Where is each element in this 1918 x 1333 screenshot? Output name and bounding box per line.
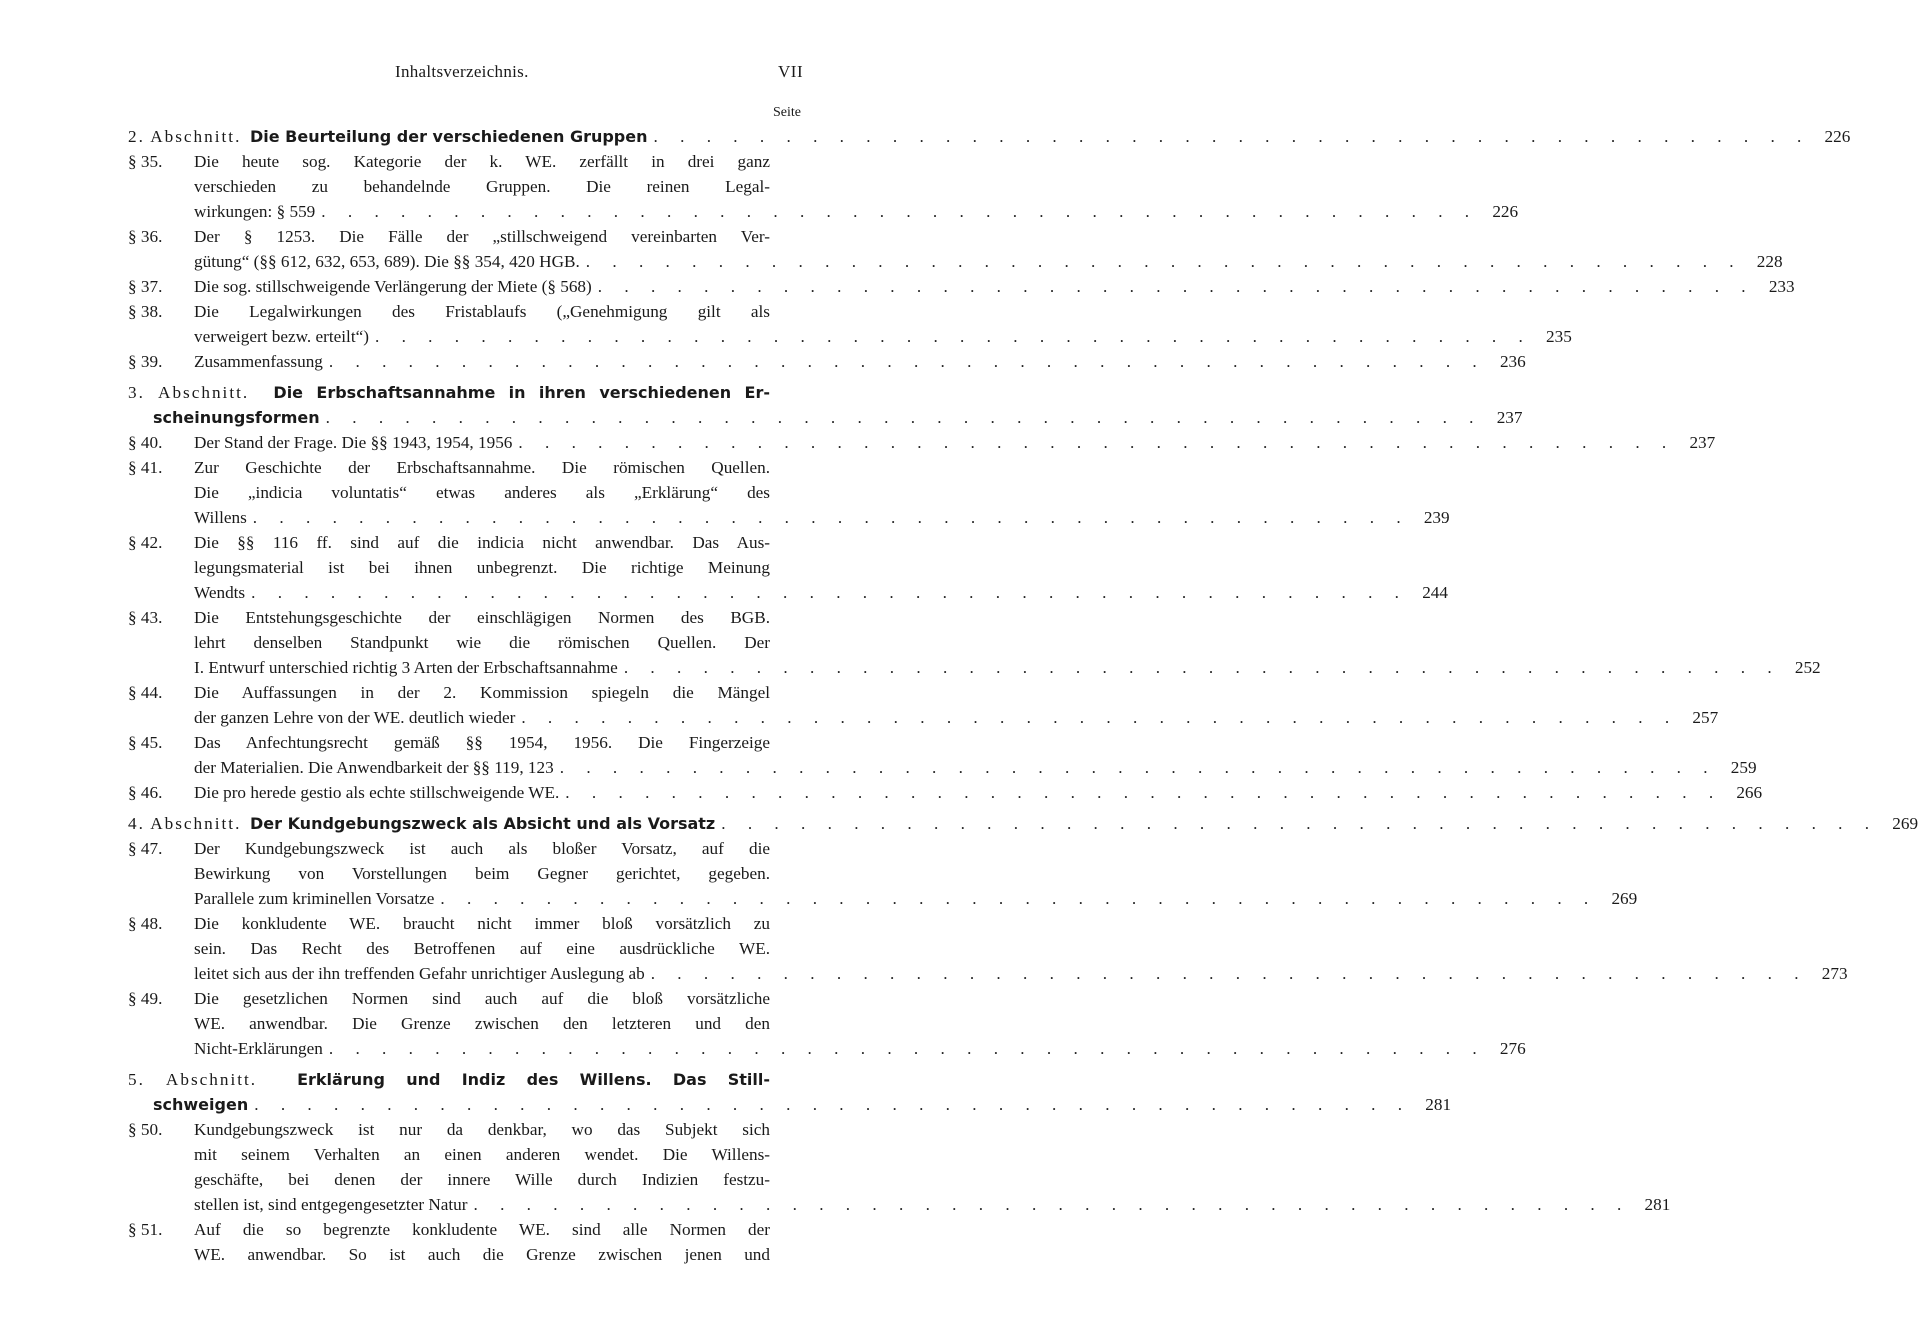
entry-line	[194, 1217, 810, 1242]
entry-text: WE. anwendbar. Die Grenze zwischen den letzteren und den	[194, 1014, 770, 1033]
section-title: Der Kundgebungszweck als Absicht und als Vorsatz	[249, 814, 716, 833]
running-header-title: Inhaltsverzeichnis.	[395, 62, 529, 81]
entry-text: Willens	[194, 508, 247, 527]
entry-text: der Materialien. Die Anwendbarkeit der §§ 119, 123	[194, 758, 554, 777]
page-number[interactable]: 228	[1756, 252, 1783, 271]
entry-line	[194, 886, 1638, 911]
entry-text: stellen ist, sind entgegengesetzter Natur	[194, 1195, 468, 1214]
page-number[interactable]: 237	[1496, 408, 1523, 427]
section-title: Die Beurteilung der verschiedenen Gruppen	[249, 127, 648, 146]
entry-line	[194, 1242, 810, 1267]
paragraph-number: § 40.	[128, 433, 163, 452]
leader-dots: . . . . . . . . . . . . . . . . . . . . . . . . . . . . . . . . . . . . . . . . . . . .	[328, 1039, 1486, 1058]
entry-text: Wendts	[194, 583, 246, 602]
entry-line	[194, 730, 810, 755]
section-heading-line	[128, 811, 1918, 836]
section-heading-text	[128, 124, 648, 149]
section-heading-line	[128, 1092, 1452, 1117]
leader-dots: . . . . . . . . . . . . . . . . . . . . . . . . . . . . . . . . . . . . . . . . . . . .	[252, 508, 1410, 527]
section-prefix: 2. Abschnitt.	[128, 127, 242, 146]
page-number[interactable]: 252	[1794, 658, 1821, 677]
running-header-page-number: VII	[778, 62, 804, 81]
toc-entry[interactable]	[128, 149, 1519, 224]
entry-line	[194, 1142, 810, 1167]
toc-entry[interactable]	[128, 455, 1450, 530]
entry-line	[194, 936, 810, 961]
page-number[interactable]: 269	[1892, 814, 1918, 833]
paragraph-number: § 46.	[128, 783, 163, 802]
toc-section	[128, 811, 1918, 1061]
entry-text: Kundgebungszweck ist nur da denkbar, wo das Subjekt sich	[194, 1120, 770, 1139]
paragraph-number: § 36.	[128, 227, 163, 246]
toc-entry[interactable]	[128, 530, 1448, 605]
paragraph-number: § 42.	[128, 533, 163, 552]
page-number[interactable]: 266	[1736, 783, 1763, 802]
page-number[interactable]: 276	[1499, 1039, 1526, 1058]
paragraph-number: § 51.	[128, 1220, 163, 1239]
paragraph-number: § 47.	[128, 839, 163, 858]
entry-text: Bewirkung von Vorstellungen beim Gegner gerichtet, gegeben.	[194, 864, 770, 883]
paragraph-number: § 45.	[128, 733, 163, 752]
section-prefix: 3. Abschnitt.	[128, 383, 250, 402]
entry-text: Die konkludente WE. braucht nicht immer bloß vorsätzlich zu	[194, 914, 770, 933]
entry-line	[194, 299, 810, 324]
toc-section	[128, 380, 1821, 805]
page-number[interactable]: 281	[1644, 1195, 1671, 1214]
entry-line	[194, 349, 1526, 374]
entry-text: Die sog. stillschweigende Verlängerung der Miete (§ 568)	[194, 277, 592, 296]
entry-line	[194, 224, 810, 249]
leader-dots: . . . . . . . . . . . . . . . . . . . . . . . . . . . . . . . . . . . . . . . . . . . .	[623, 658, 1781, 677]
toc-entry[interactable]	[128, 605, 1821, 680]
entry-text: Das Anfechtungsrecht gemäß §§ 1954, 1956. Die Fingerzeige	[194, 733, 770, 752]
paragraph-number: § 49.	[128, 989, 163, 1008]
section-heading-text	[128, 405, 320, 430]
entry-line	[194, 680, 810, 705]
leader-dots: . . . . . . . . . . . . . . . . . . . . . . . . . . . . . . . . . . . . . . . . . . . .	[328, 352, 1486, 371]
entry-text: Die gesetzlichen Normen sind auch auf die bloß vorsätzliche	[194, 989, 770, 1008]
entry-line	[194, 324, 1572, 349]
leader-dots: . . . . . . . . . . . . . . . . . . . . . . . . . . . . . . . . . . . . . . . . . . . .	[251, 583, 1408, 602]
entry-line	[194, 1011, 810, 1036]
table-of-contents	[128, 118, 1918, 1267]
page-number[interactable]: 237	[1689, 433, 1716, 452]
section-heading-text	[128, 811, 715, 836]
page-number[interactable]: 226	[1824, 127, 1851, 146]
entry-line	[194, 605, 810, 630]
section-title: scheinungsformen	[153, 408, 320, 427]
entry-text: leitet sich aus der ihn treffenden Gefahr unrichtiger Auslegung ab	[194, 964, 645, 983]
entry-text: geschäfte, bei denen der innere Wille durch Indizien festzu-	[194, 1170, 770, 1189]
section-title: Erklärung und Indiz des Willens. Das Still-	[297, 1070, 771, 1089]
toc-entry[interactable]	[128, 224, 1783, 274]
entry-line	[194, 1036, 1526, 1061]
page-number[interactable]: 239	[1423, 508, 1450, 527]
toc-entry[interactable]	[128, 911, 1848, 986]
leader-dots: . . . . . . . . . . . . . . . . . . . . . . . . . . . . . . . . . . . . . . . . . . . .	[597, 277, 1755, 296]
section-heading-line	[128, 405, 1523, 430]
entry-text: gütung“ (§§ 612, 632, 653, 689). Die §§ 354, 420 HGB.	[194, 252, 580, 271]
toc-entry[interactable]	[128, 430, 1716, 455]
toc-entry[interactable]	[128, 986, 1526, 1061]
entry-text: Die Entstehungsgeschichte der einschlägigen Normen des BGB.	[194, 608, 770, 627]
page-number[interactable]: 257	[1692, 708, 1719, 727]
toc-entry[interactable]	[128, 1117, 1671, 1217]
section-title: schweigen	[153, 1095, 249, 1114]
section-heading[interactable]	[128, 1067, 1452, 1117]
entry-text: der ganzen Lehre von der WE. deutlich wieder	[194, 708, 516, 727]
paragraph-number: § 44.	[128, 683, 163, 702]
toc-section	[128, 1067, 1671, 1267]
paragraph-number: § 37.	[128, 277, 163, 296]
entry-line	[194, 505, 1450, 530]
paragraph-number: § 35.	[128, 152, 163, 171]
leader-dots: . . . . . . . . . . . . . . . . . . . . . . . . . . . . . . . . . . . . . . . . . . . .	[650, 964, 1808, 983]
entry-text: mit seinem Verhalten an einen anderen wendet. Die Willens-	[194, 1145, 770, 1164]
section-heading[interactable]	[128, 811, 1918, 836]
section-heading[interactable]	[128, 124, 1851, 149]
section-title: Die Erbschaftsannahme in ihren verschiedenen Er-	[273, 383, 771, 402]
section-heading-line	[128, 124, 1851, 149]
entry-line	[194, 1117, 810, 1142]
entry-text: Der Kundgebungszweck ist auch als bloßer Vorsatz, auf die	[194, 839, 770, 858]
page-number[interactable]: 259	[1730, 758, 1757, 777]
paragraph-number: § 38.	[128, 302, 163, 321]
entry-line	[194, 274, 1795, 299]
entry-text: Die pro herede gestio als echte stillschweigende WE.	[194, 783, 560, 802]
toc-entry[interactable]	[128, 274, 1795, 299]
leader-dots: . . . . . . . . . . . . . . . . . . . . . . . . . . . . . . . . . . . . . . . . . . . .	[325, 408, 1483, 427]
leader-dots: . . . . . . . . . . . . . . . . . . . . . . . . . . . . . . . . . . . . . . . . . . . .	[518, 433, 1676, 452]
entry-line	[194, 480, 810, 505]
entry-line	[194, 705, 1719, 730]
section-prefix: 4. Abschnitt.	[128, 814, 242, 833]
toc-entry[interactable]	[128, 299, 1572, 349]
paragraph-number: § 43.	[128, 608, 163, 627]
entry-text: Nicht-Erklärungen	[194, 1039, 323, 1058]
entry-text: legungsmaterial ist bei ihnen unbegrenzt. Die richtige Meinung	[194, 558, 770, 577]
section-heading-line	[128, 380, 810, 405]
entry-line	[194, 430, 1716, 455]
entry-text: verweigert bezw. erteilt“)	[194, 327, 369, 346]
page-number[interactable]: 273	[1821, 964, 1848, 983]
entry-text: Auf die so begrenzte konkludente WE. sind alle Normen der	[194, 1220, 770, 1239]
entry-line	[194, 199, 1519, 224]
entry-line	[194, 555, 810, 580]
page-column-label: Seite	[773, 105, 801, 120]
entry-line	[194, 580, 1448, 605]
entry-line	[194, 861, 810, 886]
entry-text: Die Auffassungen in der 2. Kommission spiegeln die Mängel	[194, 683, 770, 702]
entry-text: Der § 1253. Die Fälle der „stillschweigend vereinbarten Ver-	[194, 227, 770, 246]
entry-text: Die heute sog. Kategorie der k. WE. zerfällt in drei ganz	[194, 152, 770, 171]
page-number[interactable]: 235	[1546, 327, 1572, 346]
toc-entry[interactable]	[128, 836, 1638, 911]
entry-text: sein. Das Recht des Betroffenen auf eine ausdrückliche WE.	[194, 939, 770, 958]
page-number[interactable]: 281	[1425, 1095, 1452, 1114]
leader-dots: . . . . . . . . . . . . . . . . . . . . . . . . . . . . . . . . . . . . . . . . . . . .	[559, 758, 1717, 777]
page-number[interactable]: 244	[1422, 583, 1448, 602]
entry-line	[194, 911, 810, 936]
section-prefix: 5. Abschnitt.	[128, 1070, 258, 1089]
entry-text: Die Legalwirkungen des Fristablaufs („Genehmigung gilt als	[194, 302, 770, 321]
leader-dots: . . . . . . . . . . . . . . . . . . . . . . . . . . . . . . . . . . . . . . . . . . . .	[585, 252, 1743, 271]
paragraph-number: § 50.	[128, 1120, 163, 1139]
entry-line	[194, 755, 1757, 780]
toc-entry[interactable]	[128, 1217, 810, 1267]
leader-dots: . . . . . . . . . . . . . . . . . . . . . . . . . . . . . . . . . . . . . . . . . . . .	[473, 1195, 1631, 1214]
entry-line	[194, 149, 810, 174]
entry-text: Parallele zum kriminellen Vorsatze	[194, 889, 435, 908]
entry-text: wirkungen: § 559	[194, 202, 316, 221]
entry-text: verschieden zu behandelnde Gruppen. Die reinen Legal-	[194, 177, 770, 196]
entry-text: I. Entwurf unterschied richtig 3 Arten der Erbschaftsannahme	[194, 658, 618, 677]
page-number[interactable]: 226	[1492, 202, 1519, 221]
leader-dots: . . . . . . . . . . . . . . . . . . . . . . . . . . . . . . . . . . . . . . . . . . . .	[653, 127, 1811, 146]
page-number[interactable]: 233	[1768, 277, 1795, 296]
entry-text: Zur Geschichte der Erbschaftsannahme. Die römischen Quellen.	[194, 458, 770, 477]
leader-dots: . . . . . . . . . . . . . . . . . . . . . . . . . . . . . . . . . . . . . . . . . . . .	[254, 1095, 1412, 1114]
entry-line	[194, 455, 810, 480]
entry-line	[194, 530, 810, 555]
paragraph-number: § 39.	[128, 352, 163, 371]
page-number[interactable]: 269	[1611, 889, 1638, 908]
leader-dots: . . . . . . . . . . . . . . . . . . . . . . . . . . . . . . . . . . . . . . . . . . . .	[521, 708, 1679, 727]
section-heading-line	[128, 1067, 810, 1092]
entry-line	[194, 630, 810, 655]
entry-line	[194, 836, 810, 861]
entry-line	[194, 174, 810, 199]
leader-dots: . . . . . . . . . . . . . . . . . . . . . . . . . . . . . . . . . . . . . . . . . . . .	[440, 889, 1598, 908]
paragraph-number: § 41.	[128, 458, 163, 477]
entry-text: Der Stand der Frage. Die §§ 1943, 1954, 1956	[194, 433, 513, 452]
entry-line	[194, 1192, 1671, 1217]
entry-line	[194, 780, 1763, 805]
toc-section	[128, 124, 1851, 374]
section-heading-text	[128, 380, 770, 405]
section-heading[interactable]	[128, 380, 1523, 430]
toc-entry[interactable]	[128, 349, 1526, 374]
entry-line	[194, 655, 1821, 680]
entry-text: WE. anwendbar. So ist auch die Grenze zwischen jenen und	[194, 1245, 770, 1264]
entry-text: Die §§ 116 ff. sind auf die indicia nicht anwendbar. Das Aus-	[194, 533, 770, 552]
entry-text: Die „indicia voluntatis“ etwas anderes als „Erklärung“ des	[194, 483, 770, 502]
leader-dots: . . . . . . . . . . . . . . . . . . . . . . . . . . . . . . . . . . . . . . . . . . . .	[721, 814, 1879, 833]
entry-line	[194, 961, 1848, 986]
entry-line	[194, 249, 1783, 274]
toc-entry[interactable]	[128, 780, 1763, 805]
toc-entry[interactable]	[128, 680, 1719, 730]
section-heading-text	[128, 1067, 770, 1092]
leader-dots: . . . . . . . . . . . . . . . . . . . . . . . . . . . . . . . . . . . . . . . . . . . .	[374, 327, 1532, 346]
entry-text: lehrt denselben Standpunkt wie die römischen Quellen. Der	[194, 633, 770, 652]
entry-line	[194, 986, 810, 1011]
leader-dots: . . . . . . . . . . . . . . . . . . . . . . . . . . . . . . . . . . . . . . . . . . . .	[321, 202, 1479, 221]
entry-line	[194, 1167, 810, 1192]
entry-text: Zusammenfassung	[194, 352, 323, 371]
page-number[interactable]: 236	[1499, 352, 1526, 371]
leader-dots: . . . . . . . . . . . . . . . . . . . . . . . . . . . . . . . . . . . . . . . . . . . .	[565, 783, 1723, 802]
toc-entry[interactable]	[128, 730, 1757, 780]
section-heading-text	[128, 1092, 248, 1117]
paragraph-number: § 48.	[128, 914, 163, 933]
